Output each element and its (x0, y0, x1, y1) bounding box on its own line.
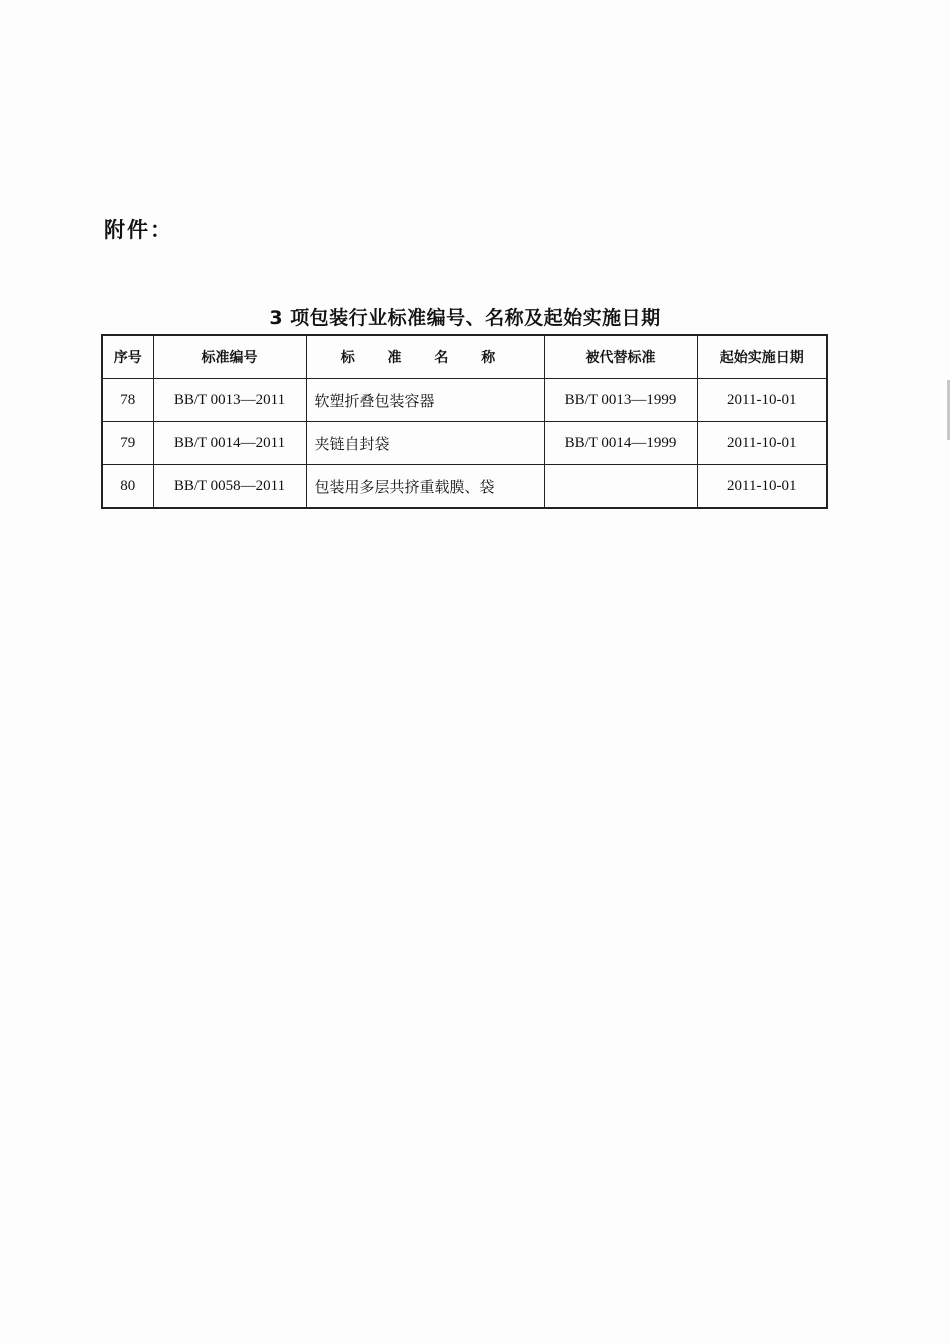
header-replaced: 被代替标准 (544, 335, 697, 379)
document-title: 3 项包装行业标准编号、名称及起始实施日期 (269, 307, 661, 329)
cell-seq: 79 (102, 422, 153, 465)
cell-replaced (544, 465, 697, 509)
cell-date: 2011-10-01 (697, 422, 827, 465)
header-name: 标 准 名 称 (306, 335, 544, 379)
cell-name: 包装用多层共挤重载膜、袋 (306, 465, 544, 509)
cell-date: 2011-10-01 (697, 379, 827, 422)
cell-seq: 80 (102, 465, 153, 509)
cell-date: 2011-10-01 (697, 465, 827, 509)
cell-seq: 78 (102, 379, 153, 422)
table-header-row (102, 335, 827, 379)
cell-code: BB/T 0058—2011 (153, 465, 306, 509)
cell-code: BB/T 0013—2011 (153, 379, 306, 422)
standards-table (101, 334, 828, 509)
table-row (102, 379, 827, 422)
header-seq: 序号 (102, 335, 153, 379)
header-date: 起始实施日期 (697, 335, 827, 379)
table-row (102, 422, 827, 465)
cell-replaced: BB/T 0014—1999 (544, 422, 697, 465)
cell-name: 夹链自封袋 (306, 422, 544, 465)
attachment-label: 附件： (104, 218, 173, 242)
cell-code: BB/T 0014—2011 (153, 422, 306, 465)
cell-name: 软塑折叠包装容器 (306, 379, 544, 422)
table-row (102, 465, 827, 509)
header-code: 标准编号 (153, 335, 306, 379)
cell-replaced: BB/T 0013—1999 (544, 379, 697, 422)
